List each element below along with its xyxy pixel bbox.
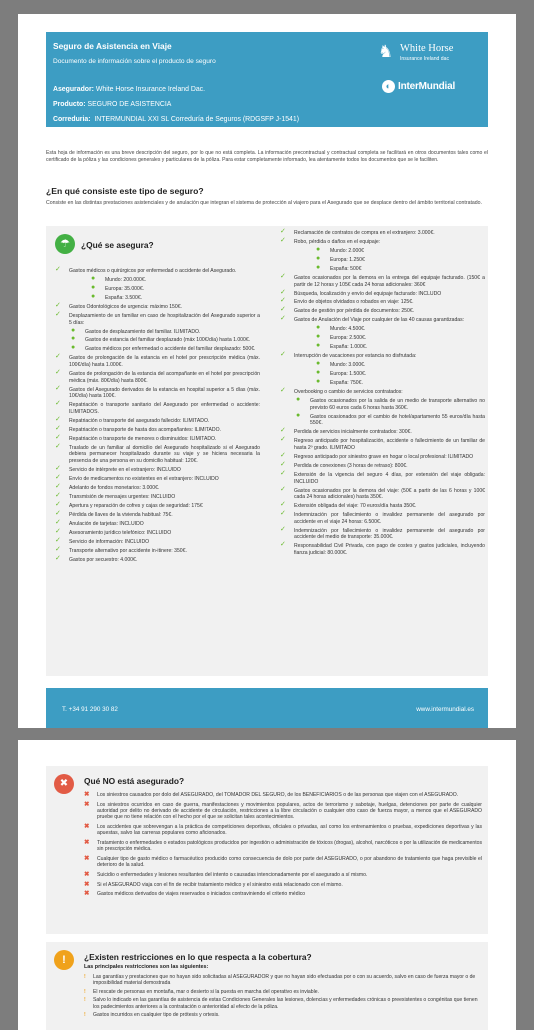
coverage-item-text: Búsqueda, localización y envío del equipaje facturado: INCLUDO [294, 290, 442, 297]
bullet-icon: ● [316, 369, 321, 377]
checkmark-icon: ✓ [280, 272, 286, 280]
checkmark-icon: ✓ [280, 501, 286, 509]
checkmark-icon: ✓ [55, 433, 61, 441]
coverage-item-text: Europa: 2.500€. [330, 335, 367, 342]
footer-bar [46, 688, 488, 728]
coverage-item [280, 317, 485, 324]
coverage-item-text: Pérdida de llaves de la vivienda habitual: 75€. [69, 511, 173, 518]
coverage-item-text: Mundo: 2.000€ [330, 247, 364, 254]
not-covered-box [46, 766, 488, 934]
coverage-item [280, 485, 485, 501]
coverage-box [46, 226, 488, 676]
section-text-what: Consiste en las distintas prestaciones asistenciales y de anulación que integran el sistema de protección al viajero para el Asegurado que se desplace dentro del ámbito territorial contratado. [46, 200, 483, 206]
coverage-item [280, 254, 485, 264]
coverage-item-text: España: 1.000€. [330, 344, 368, 351]
coverage-column-1 [55, 268, 260, 566]
coverage-item [280, 236, 485, 246]
coverage-item [55, 337, 260, 344]
coverage-item-text: Servicio de información: INCLUIDO [69, 538, 150, 545]
warning-cross-icon: ✖ [54, 774, 74, 794]
coverage-item [280, 438, 485, 451]
checkmark-icon: ✓ [280, 510, 286, 518]
coverage-item-text: España: 3.500€. [105, 294, 143, 301]
coverage-item-text: Desplazamiento de un familiar en caso de hospitalización del Asegurado superior a 5 días: [69, 312, 260, 326]
checkmark-icon: ✓ [280, 315, 286, 323]
footer-website-link[interactable]: www.intermundial.es [416, 706, 474, 713]
coverage-item-text: Asesoramiento jurídico telefónico: INCLUIDO [69, 529, 172, 536]
not-covered-item [84, 882, 482, 888]
coverage-item-text: Europa: 1.250€ [330, 256, 365, 263]
coverage-item-text: Envío de medicamentos no existentes en el extranjero: INCLUIDO [69, 475, 219, 482]
section-heading-what: ¿En qué consiste este tipo de seguro? [46, 186, 204, 196]
coverage-item-text: Indemnización por fallecimiento o invalidez permanente del asegurado por accidente del medio de transporte: 35.000€. [294, 527, 485, 541]
coverage-item-text: Repatriación o transporte de menores o disminuidos: ILIMITADO. [69, 435, 217, 442]
checkmark-icon: ✓ [280, 236, 286, 244]
coverage-item [55, 355, 260, 368]
bullet-icon: ● [91, 292, 96, 300]
checkmark-icon: ✓ [55, 482, 61, 490]
coverage-item [55, 274, 260, 284]
checkmark-icon: ✓ [280, 427, 286, 435]
coverage-item [55, 536, 260, 546]
checkmark-icon: ✓ [55, 301, 61, 309]
footer-phone: T. +34 91 290 30 82 [62, 706, 118, 713]
restriction-item-text: El rescate de personas en montaña, mar o desierto si la puesta en marcha del operativo es inviable. [93, 988, 319, 995]
coverage-item-text: Gastos de desplazamiento del familiar. ILIMITADO. [85, 328, 201, 335]
coverage-item [55, 310, 260, 326]
not-covered-title: Qué NO está asegurado? [84, 776, 185, 786]
coverage-item [55, 545, 260, 555]
coverage-column-2 [280, 230, 485, 559]
coverage-item [55, 518, 260, 528]
header-banner [46, 32, 488, 127]
coverage-item-text: Transporte alternativo por accidente in-itinere: 350€. [69, 547, 187, 554]
bullet-icon: ● [316, 263, 321, 271]
restriction-item [84, 989, 482, 995]
cross-icon: ✖ [84, 800, 90, 808]
checkmark-icon: ✓ [280, 485, 286, 493]
checkmark-icon: ✓ [280, 436, 286, 444]
coverage-item-text: Repatriación o transporte del asegurado fallecido: ILIMITADO. [69, 417, 210, 424]
bullet-icon: ● [71, 344, 76, 352]
coverage-item-text: España: 500€ [330, 265, 362, 272]
cross-icon: ✖ [84, 855, 90, 862]
not-covered-item [84, 891, 482, 897]
checkmark-icon: ✓ [280, 306, 286, 314]
cross-icon: ✖ [84, 880, 90, 888]
coverage-item-text: Perdida de servicios inicialmente contratados: 300€. [294, 429, 412, 436]
coverage-item-text: Repatriación o transporte de hasta dos acompañantes: ILIMITADO. [69, 426, 221, 433]
intermundial-logo: ◐ InterMundial [382, 79, 486, 95]
bullet-icon: ● [296, 396, 301, 404]
coverage-item-text: Repatriación o transporte sanitario del Asegurado por enfermedad o accidente: ILIMITADOS. [69, 402, 260, 415]
checkmark-icon: ✓ [55, 464, 61, 472]
coverage-item [280, 272, 485, 288]
umbrella-icon: ☂ [55, 234, 75, 254]
coverage-item [280, 371, 485, 378]
coverage-item-text: Gastos de prolongación de la estancia en el hotel por prescripción médica (máx. 100€/día) hasta 1.000€. [69, 355, 260, 369]
coverage-item-text: Gastos de estancia del familiar desplazado (máx 100€/día) hasta 1.000€. [85, 337, 251, 344]
coverage-item [280, 344, 485, 351]
checkmark-icon: ✓ [55, 491, 61, 499]
checkmark-icon: ✓ [280, 525, 286, 533]
bullet-icon: ● [316, 378, 321, 386]
coverage-item [280, 525, 485, 541]
exclamation-mark-icon: ! [84, 974, 86, 980]
coverage-item-text: Envío de objetos olvidados o robados en viaje: 125€. [294, 299, 414, 306]
bullet-icon: ● [316, 254, 321, 262]
checkmark-icon: ✓ [55, 500, 61, 508]
not-covered-item-text: Los siniestros causados por dolo del ASEGURADO, del TOMADOR DEL SEGURO, de los BENEFICIARIOS o de las personas que viajen con el ASEGURADO. [97, 792, 459, 798]
coverage-item [55, 554, 260, 564]
bullet-icon: ● [71, 335, 76, 343]
checkmark-icon: ✓ [55, 266, 61, 273]
coverage-item [280, 335, 485, 342]
not-covered-list [84, 792, 482, 901]
coverage-item-text: Gastos ocasionados por la salida de un medio de transporte alternativo no previsto 60 euros cada 6 horas hasta 360€. [310, 398, 485, 411]
coverage-item-text: Extensión de la vigencia del seguro 4 días, por extensión del viaje obligada: INCLUIDO [294, 472, 485, 485]
coverage-item-text: Indemnización por fallecimiento o invalidez permanente del asegurado por accidente en el viaje 24 horas: 6.500€. [294, 512, 485, 525]
cross-icon: ✖ [84, 839, 90, 846]
coverage-item-text: Gastos Odontológicos de urgencia: máximo 150€. [69, 303, 182, 310]
not-covered-item [84, 840, 482, 853]
cross-icon: ✖ [84, 823, 90, 830]
cross-icon: ✖ [84, 890, 90, 898]
coverage-item [55, 464, 260, 474]
exclamation-icon: ! [54, 950, 74, 970]
exclamation-mark-icon: ! [84, 997, 86, 1004]
coverage-item [55, 292, 260, 302]
coverage-item [280, 326, 485, 333]
coverage-item-text: Gastos del Asegurado derivados de la estancia en hospital superior a 5 días (máx. 10€/día) hasta 100€. [69, 386, 260, 400]
restriction-item [84, 1012, 482, 1018]
bullet-icon: ● [71, 326, 76, 334]
coverage-item [55, 433, 260, 443]
coverage-item-text: Gastos de prolongación de la estancia del acompañante en el hotel por prescripción médica (máx. 80€/día) hasta 800€. [69, 371, 260, 384]
bullet-icon: ● [316, 245, 321, 253]
not-covered-item [84, 802, 482, 821]
restrictions-subtitle: Las principales restricciones son las siguientes: [84, 964, 209, 970]
coverage-item [280, 512, 485, 525]
page-2 [18, 740, 516, 1030]
checkmark-icon: ✓ [55, 442, 61, 450]
coverage-item-text: Apertura y reparación de cofres y cajas de seguridad: 175€ [69, 502, 203, 509]
not-covered-item-text: Suicidio o enfermedades y lesiones resultantes del intento o causadas intencionadamente por el asegurado a sí mismo. [97, 872, 368, 878]
bullet-icon: ● [316, 324, 321, 332]
checkmark-icon: ✓ [55, 369, 61, 377]
coverage-item [55, 482, 260, 492]
coverage-item [280, 503, 485, 510]
coverage-item-text: Transmisión de mensajes urgentes: INCLUIDO [69, 493, 176, 500]
coverage-item-text: Gastos ocasionados por la demora del viaje: (50€ a partir de las 6 horas y 100€ cada 24 horas adicionales) hasta 350€. [294, 487, 485, 501]
not-covered-item-text: Gastos médicos derivados de viajes reservados o iniciados contraviniendo el criterio médico [97, 891, 306, 898]
bullet-icon: ● [316, 360, 321, 368]
correduria-row: Correduria: INTERMUNDIAL XXI SL Correduría de Seguros (RDGSFP J-1541) [53, 116, 299, 123]
checkmark-icon: ✓ [280, 461, 286, 469]
checkmark-icon: ✓ [55, 415, 61, 423]
coverage-item [55, 402, 260, 415]
coverage-item [280, 380, 485, 387]
intro-paragraph: Esta hoja de información es una breve descripción del seguro, por lo que no está completa. La información precontractual y contractual completa se facilitará en otros documentos tales como el certificado de la póliza y las condiciones generales y particulares de la póliza. Para estar completamente informado, lea atentamente todos los documentos que se le faciliten. [46, 150, 488, 163]
coverage-item [280, 389, 485, 396]
coverage-item-text: Mundo: 3.000€. [330, 362, 366, 369]
coverage-item-text: Gastos ocasionados por la demora en la entrega del equipaje facturado. (150€ a partir de 12 horas y 105€ cada 24 horas adicionales: 360€ [294, 274, 485, 288]
coverage-item [280, 411, 485, 427]
coverage-item-text: Overbooking o cambio de servicios contratados: [294, 389, 403, 396]
restriction-item [84, 974, 482, 987]
checkmark-icon: ✓ [55, 400, 61, 408]
checkmark-icon: ✓ [55, 527, 61, 535]
not-covered-item-text: Si el ASEGURADO viaja con el fin de recibir tratamiento médico y el siniestro está relacionado con el mismo. [97, 881, 343, 888]
coverage-item-text: Regreso anticipado por siniestro grave en hogar o local profesional: ILIMITADO [294, 454, 474, 461]
coverage-item [55, 283, 260, 293]
cross-icon: ✖ [84, 871, 90, 878]
coverage-item-text: Regreso anticipado por hospitalización, accidente o fallecimiento de un familiar de hasta 2º grado. ILIMITADO [294, 438, 485, 452]
checkmark-icon: ✓ [55, 310, 61, 318]
checkmark-icon: ✓ [55, 554, 61, 562]
coverage-item [55, 500, 260, 510]
page-1 [18, 14, 516, 728]
coverage-item [55, 473, 260, 483]
checkmark-icon: ✓ [55, 424, 61, 432]
not-covered-item [84, 792, 482, 798]
restriction-item [84, 997, 482, 1010]
horse-icon: ♞ [378, 42, 394, 61]
coverage-item [55, 491, 260, 501]
coverage-item [55, 268, 260, 275]
bullet-icon: ● [316, 333, 321, 341]
restriction-item-text: Gastos incurridos en cualquier tipo de prótesis y ortesis. [93, 1012, 220, 1019]
exclamation-mark-icon: ! [84, 988, 86, 995]
asegurador-row: Asegurador: White Horse Insurance Ireland Dac. [53, 86, 206, 93]
checkmark-icon: ✓ [55, 545, 61, 553]
coverage-item [55, 509, 260, 519]
bullet-icon: ● [316, 342, 321, 350]
coverage-item-text: Gastos ocasionados por el cambio de hotel/apartamento 55 euros/día hasta 550€. [310, 413, 485, 427]
coverage-item [280, 288, 485, 298]
coverage-item-text: Anulación de tarjetas: INCLUIDO [69, 520, 144, 527]
coverage-item [280, 472, 485, 485]
coverage-item [55, 326, 260, 336]
coverage-item-text: Mundo: 4.500€. [330, 326, 366, 333]
coverage-item [280, 463, 485, 470]
restriction-item-text: Las garantías y prestaciones que no hayan sido solicitadas al ASEGURADOR y que no hayan sido efectuadas por o con su acuerdo, salvo en caso de fuerza mayor o de imposibilidad material demostrada [93, 974, 476, 987]
coverage-item [55, 527, 260, 537]
restriction-item-text: Salvo lo indicado en las garantías de asistencia de estas Condiciones Generales las lesiones, dolencias y enfermedades crónicas o preexistentes o congénitas que tienen los padecimientos anteriores a la contratación o anterioridad al efecto de la póliza. [93, 997, 478, 1010]
exclamation-mark-icon: ! [84, 1012, 86, 1019]
coverage-item [280, 245, 485, 255]
checkmark-icon: ✓ [280, 541, 286, 549]
coverage-item-text: Responsabilidad Civil Privada, con pago de costes y gastos judiciales, incluyendo fianza judicial: 80.000€. [294, 543, 485, 556]
document-title: Seguro de Asistencia en Viaje [53, 41, 172, 51]
coverage-item-text: Adelanto de fondos monetarios: 3.000€. [69, 484, 160, 491]
not-covered-item [84, 856, 482, 869]
coverage-item [280, 353, 485, 360]
coverage-item [280, 454, 485, 461]
checkmark-icon: ✓ [280, 228, 286, 235]
checkmark-icon: ✓ [55, 353, 61, 361]
coverage-item [280, 429, 485, 436]
coverage-item-text: Servicio de intérprete en el extranjero: INCLUIDO [69, 466, 181, 473]
not-covered-item-text: Cualquier tipo de gasto médico o farmacéutico producido como consecuencia de dolo por parte del ASEGURADO, o por abandono de tratamiento que haga previsible el deterioro de la salud. [97, 856, 482, 869]
coverage-item [280, 398, 485, 411]
bullet-icon: ● [296, 411, 301, 419]
document-subtitle: Documento de información sobre el producto de seguro [53, 58, 216, 65]
coverage-item [55, 424, 260, 434]
coverage-item-text: Gastos médicos o quirúrgicos por enfermedad o accidente del Asegurado. [69, 268, 237, 274]
cross-icon: ✖ [84, 791, 90, 798]
white-horse-logo: ♞ White Horse Insurance Ireland dac [378, 42, 454, 62]
coverage-item-text: Europa: 1.500€. [330, 371, 367, 378]
checkmark-icon: ✓ [55, 518, 61, 526]
coverage-item [280, 299, 485, 306]
checkmark-icon: ✓ [280, 297, 286, 305]
coverage-item [280, 308, 485, 315]
not-covered-item [84, 824, 482, 837]
checkmark-icon: ✓ [55, 384, 61, 392]
coverage-item-text: Gastos por secuestro: 4.000€. [69, 556, 138, 563]
coverage-item [55, 415, 260, 425]
coverage-item [55, 384, 260, 400]
coverage-item-text: Europa: 35.000€. [105, 285, 145, 292]
coverage-item-text: Mundo: 200.000€. [105, 276, 147, 283]
checkmark-icon: ✓ [280, 288, 286, 296]
coverage-item [280, 230, 485, 237]
producto-row: Producto: SEGURO DE ASISTENCIA [53, 101, 172, 108]
coverage-item-text: Interrupción de vacaciones por estancia no disfrutada: [294, 353, 417, 360]
coverage-item-text: Gastos de gestión por pérdida de documentos: 250€. [294, 308, 415, 315]
coverage-item-text: Gastos de Anulación del Viaje por cualquier de las 40 causas garantizadas: [294, 317, 465, 324]
restrictions-title: ¿Existen restricciones en lo que respecta a la cobertura? [84, 952, 312, 962]
checkmark-icon: ✓ [280, 351, 286, 359]
coverage-title: ¿Qué se asegura? [81, 240, 154, 250]
checkmark-icon: ✓ [280, 452, 286, 460]
restrictions-box [46, 942, 488, 1030]
coverage-item-text: Reclamación de contratos de compra en el extranjero: 3.000€. [294, 230, 435, 236]
checkmark-icon: ✓ [55, 473, 61, 481]
coverage-item [55, 346, 260, 353]
checkmark-icon: ✓ [55, 536, 61, 544]
bullet-icon: ● [91, 283, 96, 291]
checkmark-icon: ✓ [280, 470, 286, 477]
checkmark-icon: ✓ [280, 387, 286, 395]
restrictions-list [84, 974, 482, 1020]
coverage-item [55, 371, 260, 384]
coverage-item-text: España: 750€. [330, 380, 363, 387]
coverage-item [55, 442, 260, 465]
coverage-item-text: Robo, pérdida o daños en el equipaje: [294, 238, 381, 245]
not-covered-item-text: Los siniestros ocurridos en caso de guerra, manifestaciones y movimientos populares, actos de terrorismo y sabotaje, huelgas, detenciones por parte de cualquier autoridad por delito no derivado de accidente de circulación, restricciones a la libre circulación o cualquier otro caso de fuerza mayor, a menos que el ASEGURADO pruebe que no tiene relación con el hecho por el que se solicitan tales acontecimientos. [97, 801, 482, 821]
not-covered-item-text: Tratamiento o enfermedades o estados patológicos producidos por ingestión o administración de tóxicos (drogas), alcohol, narcóticos o por la utilización de medicamentos sin prescripción médica. [97, 840, 482, 853]
coverage-item [280, 263, 485, 273]
coverage-item-text: Perdida de conexiones (3 horas de retraso): 800€. [294, 463, 408, 470]
coverage-item-text: Gastos médicos por enfermedad o accidente del familiar desplazado: 500€. [85, 346, 256, 353]
coverage-item-text: Extensión obligada del viaje: 70 euros/día hasta 350€. [294, 503, 417, 510]
coverage-item [55, 301, 260, 311]
not-covered-item-text: Los accidentes que sobrevengan a la práctica de competiciones deportivas, oficiales o privadas, así como los entrenamientos o pruebas, expediciones deportivas y las apuestas, salvo las carreras populares como aficionados. [97, 824, 482, 837]
checkmark-icon: ✓ [55, 509, 61, 517]
bullet-icon: ● [91, 274, 96, 282]
coverage-item-text: Traslado de un familiar al domicilio del Asegurado hospitalizado si el Asegurado debiera permanecer hospitalizado durante su viaje y se hiciera necesaria la presencia de una persona en su domicilio habitual: 120€. [69, 444, 260, 464]
coverage-item [280, 543, 485, 556]
not-covered-item [84, 872, 482, 878]
intermundial-globe-icon: ◐ [382, 80, 395, 93]
coverage-item [280, 362, 485, 369]
